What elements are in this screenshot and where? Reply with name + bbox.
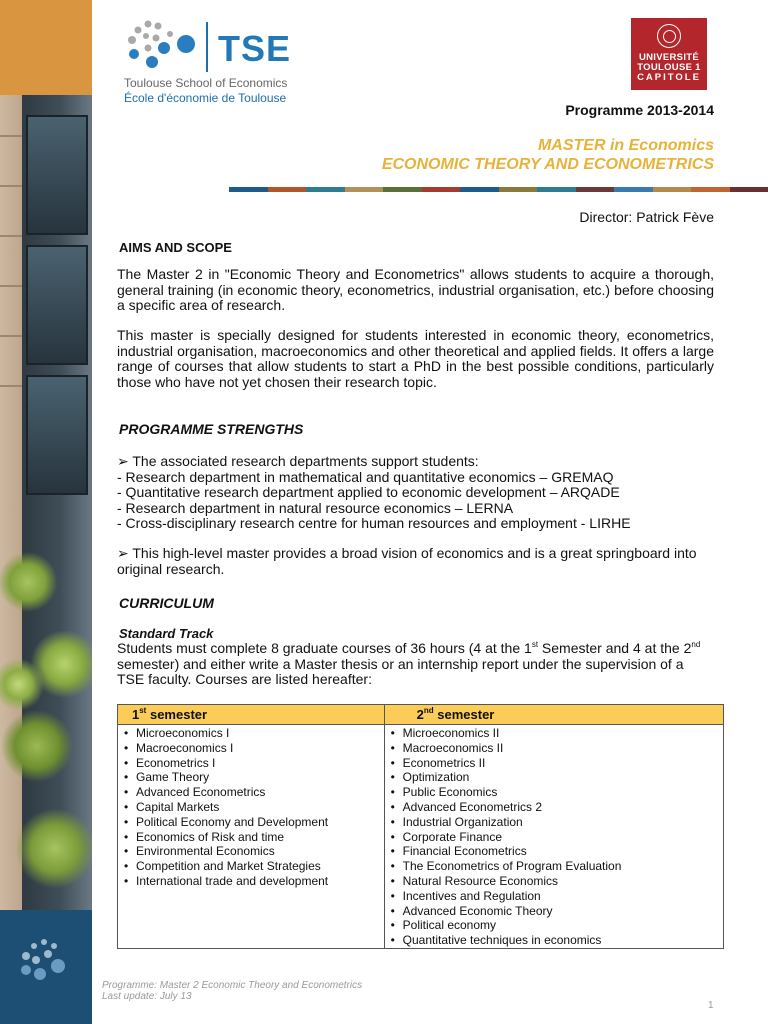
department-item: - Research department in mathematical and quantitative economics – GREMAQ [117,468,614,485]
course-item: • Advanced Economic Theory [389,904,719,919]
course-item: • Competition and Market Strategies [122,859,380,874]
brick-line [0,135,22,137]
course-item: • The Econometrics of Program Evaluation [389,859,719,874]
semester-label: semester [146,707,208,722]
programme-year: Programme 2013-2014 [565,102,714,118]
course-item: • Advanced Econometrics [122,785,380,800]
curriculum-text-part: semester) and either write a Master thesis or an internship report under the supervision of a TSE faculty. Courses are listed hereafter: [117,655,684,687]
color-stripe-segment [576,187,615,192]
logo-divider [206,22,208,72]
orange-header-block [0,0,92,95]
semester-2-courses [384,725,723,949]
department-item: - Quantitative research department applied to economic development – ARQADE [117,484,620,500]
course-item: • Natural Resource Economics [389,874,719,889]
course-item: • Political economy [389,918,719,933]
department-item: - Cross-disciplinary research centre for human resources and employment - LIRHE [117,515,631,531]
ordinal-suffix: st [139,706,147,715]
color-stripe-segment [730,187,768,192]
semester-number: 2 [416,707,424,722]
semester-1-header [118,705,385,725]
semester-1-courses [118,725,385,949]
course-item: • Optimization [389,770,719,785]
course-item: • Microeconomics II [389,726,719,741]
course-item: • Environmental Economics [122,844,380,859]
color-stripe-segment [691,187,730,192]
aims-paragraph-1: The Master 2 in "Economic Theory and Econometrics" allows students to acquire a thorough, general training (in economic theory, econometrics, industrial organisation, etc.) before choosing a specific area of research. [117,266,714,313]
semester-number: 1 [132,707,140,722]
color-stripe-segment [499,187,538,192]
school-name-fr: École d'économie de Toulouse [124,91,287,105]
course-item: • Quantitative techniques in economics [389,933,719,948]
table-row [118,725,724,949]
ordinal-suffix: nd [691,640,701,649]
table-header-row [118,705,724,725]
brick-line [0,335,22,337]
course-item: • Game Theory [122,770,380,785]
university-logo-line: CAPITOLE [637,72,701,83]
course-item: • Industrial Organization [389,815,719,830]
university-logo-line: UNIVERSITÉ [638,52,699,63]
course-item: • Microeconomics I [122,726,380,741]
color-stripe-segment [306,187,345,192]
course-item: • Capital Markets [122,800,380,815]
strengths-closing: ➢ This high-level master provides a broad vision of economics and is a great springboard into original research. [117,545,697,577]
master-title: MASTER in Economics [537,137,714,154]
curriculum-text [117,641,714,688]
university-logo [631,18,707,90]
course-list [122,726,380,889]
color-stripe-segment [268,187,307,192]
course-item: • Corporate Finance [389,830,719,845]
strengths-intro: ➢ The associated research departments support students: [117,453,479,469]
course-item: • Macroeconomics II [389,741,719,756]
tree-foliage [0,500,92,910]
semester-2-header [384,705,723,725]
ordinal-suffix: st [531,640,539,649]
curriculum-heading: CURRICULUM [119,595,214,611]
window [26,245,88,365]
course-item: • Financial Econometrics [389,844,719,859]
color-stripe-segment [422,187,461,192]
window [26,115,88,235]
tse-logo-text: TSE [218,28,292,69]
color-stripe-segment [229,187,268,192]
university-logo-line: TOULOUSE 1 [637,62,701,73]
school-name-en: Toulouse School of Economics [124,76,288,90]
color-stripe-divider [229,187,768,192]
brick-line [0,235,22,237]
aims-paragraph-2: This master is specially designed for students interested in economic theory, econometrics, industrial organisation, macroeconomics and other theoretical and applied fields. It offers a large range of courses that allow students to start a PhD in the best possible conditions, particularly those who have not yet chosen their research topic. [117,327,714,390]
course-item: • Public Economics [389,785,719,800]
brick-line [0,285,22,287]
standard-track-heading: Standard Track [119,626,214,641]
color-stripe-segment [345,187,384,192]
curriculum-text-part: Students must complete 8 graduate courses of 36 hours (4 at the 1 [117,640,532,656]
courses-table [117,704,724,949]
course-item: • Econometrics II [389,756,719,771]
course-item: • Incentives and Regulation [389,889,719,904]
strengths-heading: PROGRAMME STRENGTHS [119,421,304,437]
semester-label: semester [433,707,495,722]
course-item: • International trade and development [122,874,380,889]
course-item: • Econometrics I [122,756,380,771]
department-item: - Research department in natural resource economics – LERNA [117,499,514,516]
master-subtitle: ECONOMIC THEORY AND ECONOMETRICS [381,156,714,173]
course-item: • Macroeconomics I [122,741,380,756]
course-item: • Political Economy and Development [122,815,380,830]
brick-line [0,385,22,387]
tse-logo-dots-icon [124,18,204,74]
color-stripe-segment [653,187,692,192]
course-item: • Advanced Econometrics 2 [389,800,719,815]
tse-dots-icon [18,938,78,982]
color-stripe-segment [383,187,422,192]
university-seal-icon [657,24,681,48]
curriculum-text-part: Semester and 4 at the 2 [538,640,692,656]
aims-heading: AIMS AND SCOPE [119,240,232,255]
color-stripe-segment [537,187,576,192]
page-number: 1 [708,1000,714,1011]
color-stripe-segment [614,187,653,192]
strengths-list [117,454,714,532]
ordinal-suffix: nd [423,706,434,715]
course-list [389,726,719,948]
director: Director: Patrick Fève [579,209,714,225]
footer-last-update: Last update: July 13 [102,991,192,1002]
side-photo-strip [0,0,92,1024]
color-stripe-segment [460,187,499,192]
brick-line [0,185,22,187]
window [26,375,88,495]
footer-programme: Programme: Master 2 Economic Theory and Econometrics [102,980,363,991]
course-item: • Economics of Risk and time [122,830,380,845]
